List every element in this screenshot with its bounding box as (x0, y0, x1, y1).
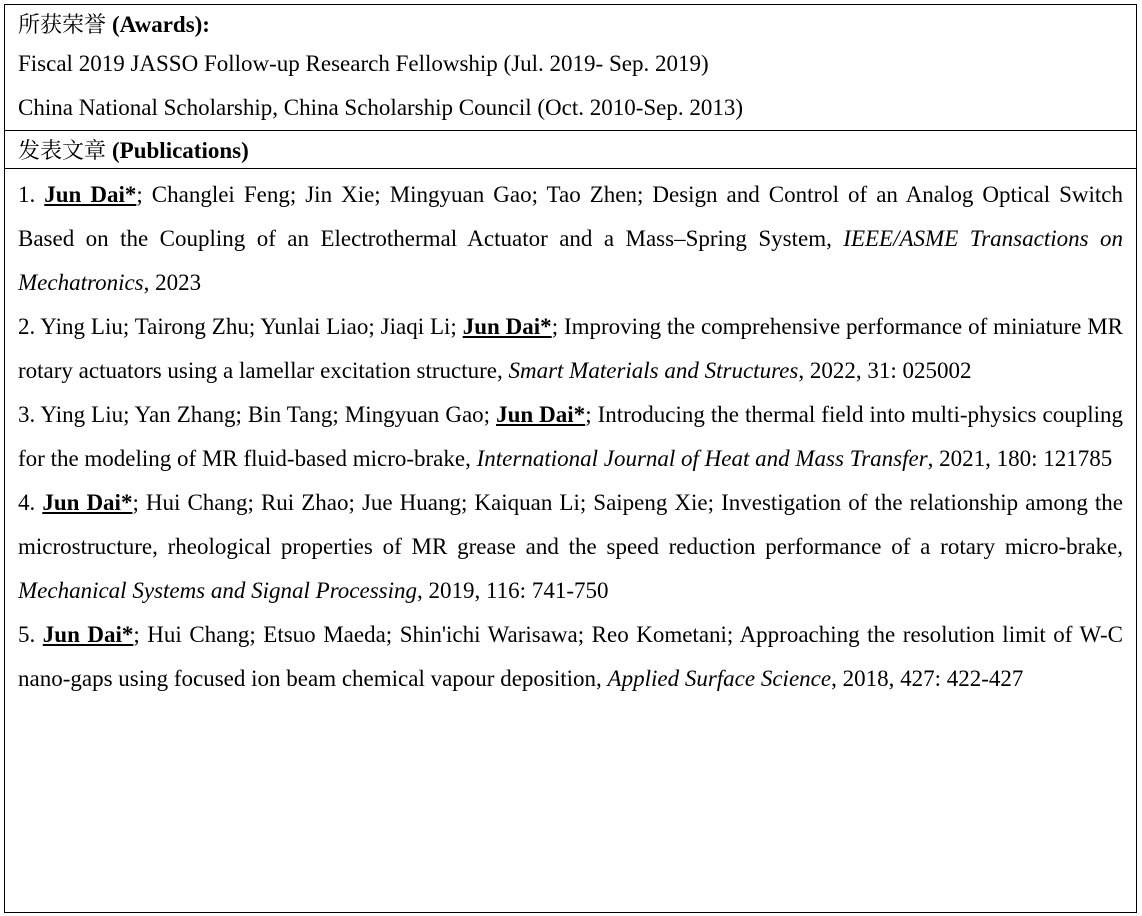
author-highlight: Jun Dai* (44, 182, 137, 207)
publication-body: ; Improving the comprehensive performance of miniature MR rotary actuators using a lamellar excitation structure, (18, 314, 1124, 383)
author-highlight: Jun Dai* (496, 402, 586, 427)
publications-heading-en: (Publications) (112, 138, 249, 163)
publication-tail: , 2018, 427: 422-427 (831, 666, 1024, 691)
author-highlight: Jun Dai* (42, 490, 133, 515)
publication-item (18, 173, 1123, 305)
publication-tail: , 2023 (143, 270, 202, 295)
journal-title: Mechanical Systems and Signal Processing (18, 578, 418, 603)
awards-heading (5, 5, 1136, 42)
publication-authors: Ying Liu; Yan Zhang; Bin Tang; Mingyuan Gao; (40, 402, 491, 427)
publication-authors: Ying Liu; Tairong Zhu; Yunlai Liao; Jiaqi Li; (40, 314, 457, 339)
publication-number: 4. (18, 490, 36, 515)
publications-heading (5, 131, 1136, 168)
publications-heading-cn: 发表文章 (18, 139, 107, 164)
publication-item (18, 305, 1123, 393)
author-highlight: Jun Dai* (462, 314, 552, 339)
publication-tail: , 2022, 31: 025002 (798, 358, 972, 383)
award-item: China National Scholarship, China Scholarship Council (Oct. 2010-Sep. 2013) (18, 95, 744, 120)
publication-body: ; Hui Chang; Rui Zhao; Jue Huang; Kaiquan Li; Saipeng Xie; Investigation of the relationship among the microstructure, rheological properties of MR grease and the speed reduction performance of a rotary micro-brake, (18, 490, 1123, 559)
publication-body: ; Changlei Feng; Jin Xie; Mingyuan Gao; Tao Zhen; Design and Control of an Analog Optical Switch Based on the Coupling of an Electrothermal Actuator and a Mass–Spring System, (18, 182, 1123, 251)
award-item: Fiscal 2019 JASSO Follow-up Research Fellowship (Jul. 2019- Sep. 2019) (18, 51, 709, 76)
journal-title: Smart Materials and Structures (508, 358, 799, 383)
publication-tail: , 2019, 116: 741-750 (417, 578, 609, 603)
awards-heading-cn: 所获荣誉 (18, 13, 107, 38)
journal-title: International Journal of Heat and Mass Transfer (476, 446, 928, 471)
author-highlight: Jun Dai* (42, 622, 134, 647)
journal-title: Applied Surface Science (607, 666, 832, 691)
cv-document (4, 4, 1137, 913)
publication-body: ; Introducing the thermal field into multi-physics coupling for the modeling of MR fluid-based micro-brake, (18, 402, 1123, 471)
publication-number: 5. (18, 622, 36, 647)
publication-item (18, 393, 1123, 481)
awards-heading-en: (Awards): (112, 12, 210, 37)
journal-title: IEEE/ASME Transactions on Mechatronics (18, 226, 1124, 295)
publication-number: 1. (18, 182, 36, 207)
publication-item (18, 613, 1123, 701)
publication-number: 3. (18, 402, 36, 427)
publication-list (5, 169, 1136, 701)
publication-number: 2. (18, 314, 36, 339)
publication-body: ; Hui Chang; Etsuo Maeda; Shin'ichi Warisawa; Reo Kometani; Approaching the resolution limit of W-C nano-gaps using focused ion beam chemical vapour deposition, (18, 622, 1123, 691)
publication-tail: , 2021, 180: 121785 (927, 446, 1113, 471)
publication-item (18, 481, 1123, 613)
